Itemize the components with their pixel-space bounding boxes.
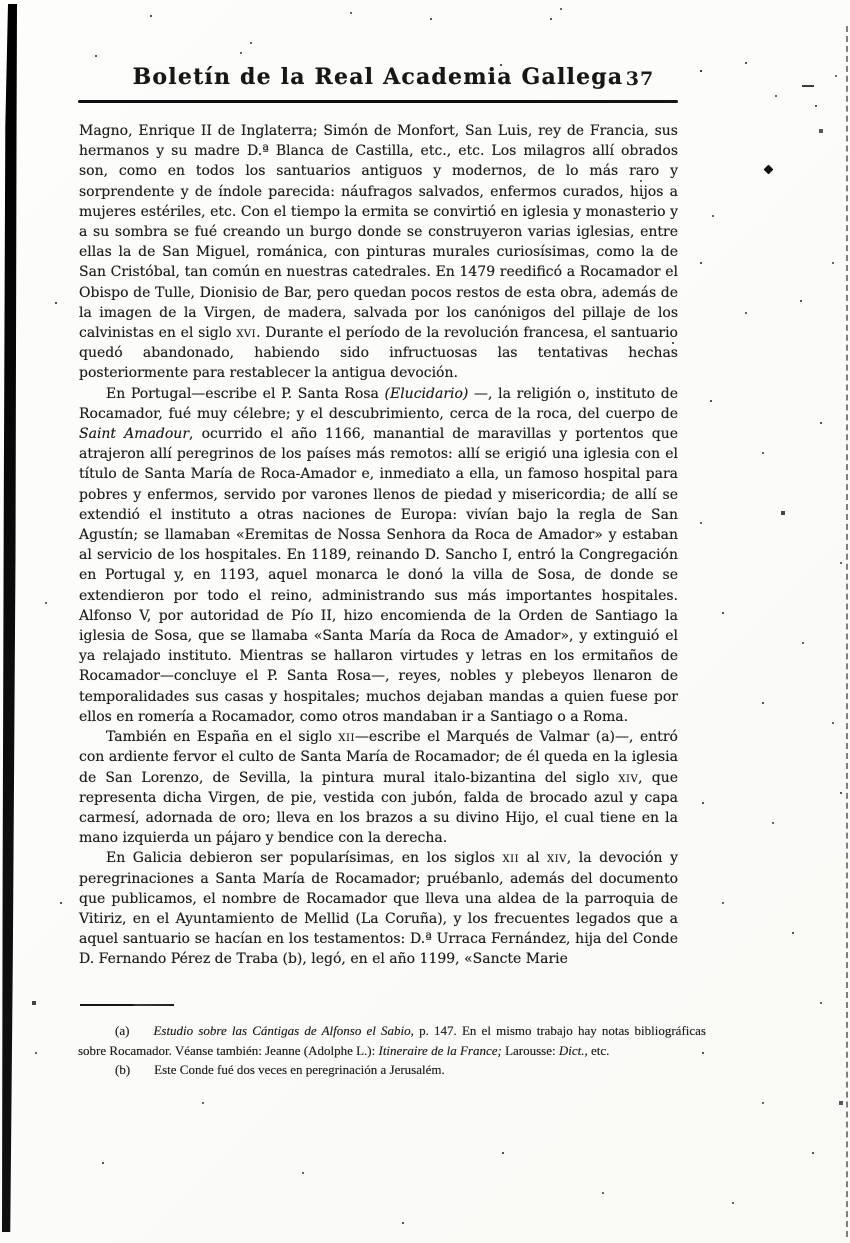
text-segment: xiv	[547, 850, 567, 867]
text-segment: xii	[338, 729, 355, 746]
text-segment: Larousse:	[501, 1042, 559, 1058]
text-segment: . Durante el período de la revolución francesa, el santuario quedó abandonado, habiendo sido infructuosas las tentativas hechas posteriormente para restablecer la antigua devoción.	[79, 325, 678, 382]
text-segment: —escribe el Marqués de Valmar (a)—, entró con ardiente fervor el culto de Santa María de Rocamador; de él queda en la iglesia de San Lorenzo, de Sevilla, la pintura mural italo-bizantina del siglo	[79, 729, 678, 786]
footnote-item	[78, 1060, 706, 1080]
scan-artifact-left-bar	[2, 4, 17, 1232]
text-segment: Itineraire de la France;	[378, 1042, 502, 1058]
footnotes	[78, 1021, 706, 1080]
text-segment: p. 147. En el mismo trabajo hay notas bibliográficas sobre Rocamador. Véanse también: Jeanne (Adolphe L.):	[78, 1023, 706, 1058]
text-segment: En Portugal—escribe el P. Santa Rosa	[106, 385, 385, 402]
footnote-item	[78, 1021, 706, 1060]
text-segment: , que representa dicha Virgen, de pie, vestida con jubón, falda de brocado azul y capa carmesí, adornada de oro; lleva en los brazos a su divino Hijo, el cual tiene en la mano izquierda un pájaro y bendice con la derecha.	[79, 769, 678, 847]
text-segment: Dict.,	[558, 1042, 588, 1058]
footnote-label: (a)	[115, 1023, 130, 1038]
text-segment: Estudio sobre las Cántigas de Alfonso el Sabio,	[153, 1023, 414, 1038]
text-segment: Este Conde fué dos veces en peregrinación a Jerusalém.	[154, 1062, 445, 1078]
scan-speck-diamond	[764, 165, 774, 175]
paragraph	[79, 848, 678, 969]
text-segment: Magno, Enrique II de Inglaterra; Simón de Monfort, San Luis, rey de Francia, sus hermanos y su madre D.ª Blanca de Castilla, etc., etc. Los milagros allí obrados son, como en todos los santuarios antiguos y modernos, de lo más raro y sorprendente y de índole parecida: náufragos salvados, enfermos curados, hijos a mujeres estériles, etc. Con el tiempo la ermita se convirtió en iglesia y monasterio y a su sombra se fué creando un burgo donde se construyeron varias iglesias, entre ellas la de San Miguel, románica, con pinturas murales curiosísimas, como la de San Cristóbal, tan común en nuestras catedrales. En 1479 reedificó a Rocamador el Obispo de Tulle, Dionisio de Bar, pero quedan pocos restos de esta obra, además de la imagen de la Virgen, de madera, salvada por los canónigos del pillaje de los calvinistas en el siglo	[79, 123, 678, 342]
text-segment: al	[519, 850, 547, 867]
text-segment: etc.	[587, 1042, 610, 1058]
text-segment: En Galicia debieron ser popularísimas, en los siglos	[106, 850, 503, 867]
page-body	[79, 121, 678, 970]
journal-title: Boletín de la Real Academia Gallega	[132, 64, 624, 90]
paragraph	[79, 727, 678, 848]
text-segment: xii	[502, 850, 520, 867]
text-segment: Saint Amadour	[79, 426, 190, 443]
text-segment: , la devoción y peregrinaciones a Santa María de Rocamador; pruébanlo, además del documento que publicamos, el nombre de Rocamador que lleva una aldea de la parroquia de Vitiriz, en el Ayuntamiento de Mellid (La Coruña), y los frecuentes legados que a aquel santuario se hacían en los testamentos: D.ª Urraca Fernández, hija del Conde D. Fernando Pérez de Traba (b), legó, en el año 1199, «Sancte Marie	[79, 850, 679, 968]
header-rule	[78, 100, 678, 103]
paragraph	[79, 384, 678, 727]
text-segment: , ocurrido el año 1166, manantial de maravillas y portentos que atrajeron allí peregrinos de los países más remotos: allí se erigió una iglesia con el título de Santa María de Roca-Amador e, inmediato a ella, un famoso hospital para pobres y enfermos, servido por varones llenos de piedad y misericordia; de allí se extendió el instituto a otras naciones de Europa: vivían bajo la regla de San Agustín; se llamaban «Eremitas de Nossa Senhora da Roca de Amador» y estaban al servicio de los hospitales. En 1189, reinando D. Sancho I, entró la Congregación en Portugal y, en 1193, aquel monarca le donó la villa de Sosa, de donde se extendieron por todo el reino, administrando sus más importantes hospitales. Alfonso V, por autoridad de Pío II, hizo encomienda de la Orden de Santiago la iglesia de Sosa, que se llamaba «Santa María da Roca de Amador», y extinguió el ya relajado instituto. Mientras se hallaron virtudes y letras en los ermitaños de Rocamador—concluye el P. Santa Rosa—, reyes, nobles y plebeyos llenaron de temporalidades sus casas y hospitales; muchos dejaban mandas a quien fuese por ellos en romería a Rocamador, como otros mandaban ir a Santiago o a Roma.	[79, 426, 678, 725]
text-segment: xiv	[618, 769, 639, 786]
scan-artifact-right-edge-line	[846, 26, 848, 1237]
page-number: 37	[625, 68, 655, 90]
paragraph	[79, 121, 678, 384]
text-segment: —, la religión o, instituto de Rocamador, fué muy célebre; y el descubrimiento, cerca de la roca, del cuerpo de	[79, 385, 679, 422]
scan-dash-mark	[802, 85, 814, 87]
text-segment: También en España en el siglo	[106, 729, 339, 746]
footnote-rule	[80, 1004, 174, 1006]
footnote-label: (b)	[115, 1062, 131, 1078]
text-segment: xvi	[236, 325, 257, 342]
scan-noise-specks	[0, 0, 2, 2]
text-segment: (Elucidario)	[384, 385, 469, 402]
